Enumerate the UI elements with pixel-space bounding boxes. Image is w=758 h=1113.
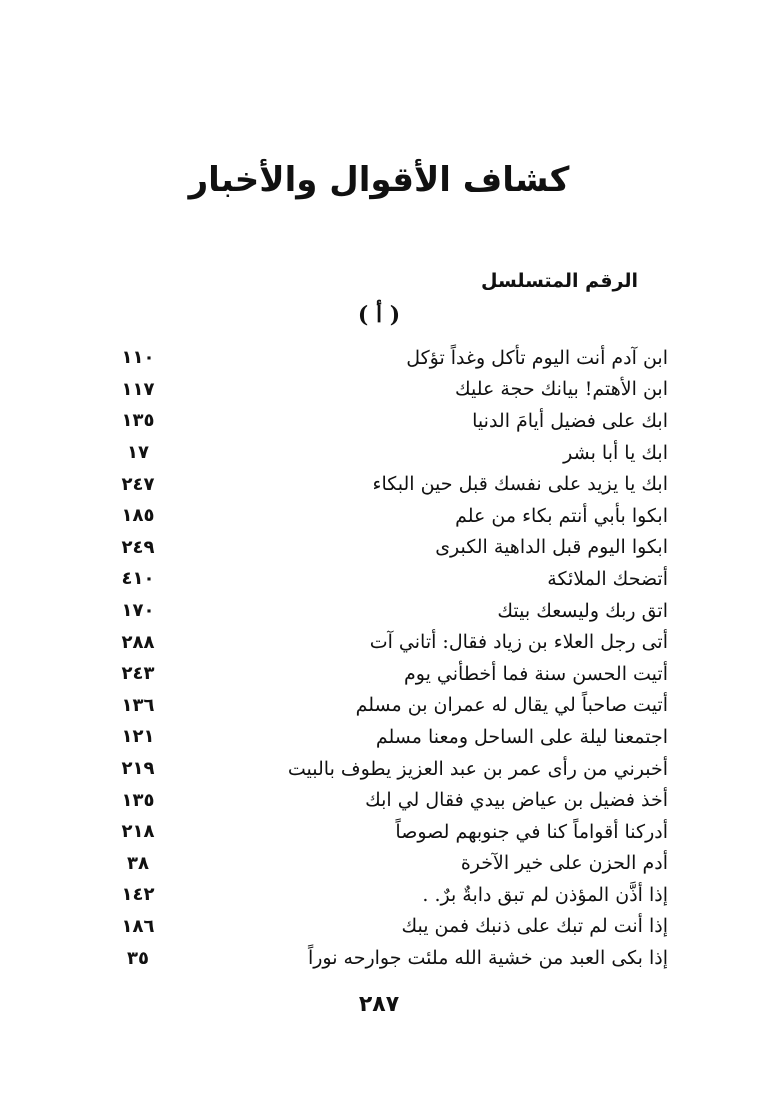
index-entry xyxy=(108,468,668,500)
entry-text: إذا أنت لم تبك على ذنبك فمن يبك xyxy=(401,915,668,938)
entry-number: ١٧ xyxy=(127,442,149,464)
index-entry xyxy=(108,690,668,722)
page-number: ٢٨٧ xyxy=(358,992,400,1017)
entry-text: أخبرني من رأى عمر بن عبد العزيز يطوف بالبيت xyxy=(287,757,668,780)
entry-number: ٢٨٨ xyxy=(121,631,155,653)
index-entry xyxy=(108,721,668,753)
index-entry xyxy=(108,879,668,911)
index-entry xyxy=(108,942,668,974)
index-entry xyxy=(108,342,668,374)
entry-text: ابن آدم أنت اليوم تأكل وغداً تؤكل xyxy=(406,346,668,369)
entry-text: أتيت الحسن سنة فما أخطأني يوم xyxy=(404,662,668,685)
index-entry xyxy=(108,563,668,595)
entry-text: ابن الأهتم! بيانك حجة عليك xyxy=(454,378,668,401)
entry-number: ١١٧ xyxy=(121,378,155,400)
entry-number: ١٧٠ xyxy=(121,600,155,622)
entry-text: ابكوا اليوم قبل الداهية الكبرى xyxy=(435,536,668,559)
entry-number: ٣٥ xyxy=(127,947,149,969)
index-entry xyxy=(108,595,668,627)
entry-text: أتيت صاحباً لي يقال له عمران بن مسلم xyxy=(355,694,668,717)
index-entry xyxy=(108,374,668,406)
page-title: كشاف الأقوال والأخبار xyxy=(188,160,570,200)
entry-text: ابكوا بأبي أنتم بكاء من علم xyxy=(455,504,668,527)
entry-text: أخذ فضيل بن عياض بيدي فقال لي ابك xyxy=(365,789,668,812)
index-entry xyxy=(108,405,668,437)
entry-number: ٢٤٩ xyxy=(121,536,155,558)
index-entry xyxy=(108,848,668,880)
entry-text: أدركنا أقواماً كنا في جنوبهم لصوصاً xyxy=(395,820,668,843)
entry-number: ٤١٠ xyxy=(121,568,155,590)
index-entry xyxy=(108,626,668,658)
entry-number: ١١٠ xyxy=(121,347,155,369)
entry-number: ١٣٥ xyxy=(121,410,155,432)
entry-text: ابك يا أبا بشر xyxy=(563,441,668,464)
index-entry xyxy=(108,753,668,785)
section-letter: ( أ ) xyxy=(357,302,401,328)
entry-number: ٢١٨ xyxy=(121,821,155,843)
serial-number-header: الرقم المتسلسل xyxy=(481,270,638,292)
entry-number: ٢٤٣ xyxy=(121,663,155,685)
entry-text: أتضحك الملائكة xyxy=(547,567,668,590)
entry-text: اتق ربك وليسعك بيتك xyxy=(497,599,668,622)
index-entry xyxy=(108,784,668,816)
entry-text: إذا بكى العبد من خشية الله ملئت جوارحه نوراً xyxy=(307,947,668,970)
entry-number: ١٨٦ xyxy=(121,915,155,937)
index-entry xyxy=(108,816,668,848)
entry-number: ٣٨ xyxy=(127,852,149,874)
entry-text: اجتمعنا ليلة على الساحل ومعنا مسلم xyxy=(375,725,668,748)
entry-text: أتى رجل العلاء بن زياد فقال: أتاني آت xyxy=(369,631,668,654)
index-entries xyxy=(108,342,668,974)
index-entry xyxy=(108,658,668,690)
entry-text: إذا أذَّن المؤذن لم تبق دابةٌ برٌ. . xyxy=(422,883,668,906)
entry-text: ابك يا يزيد على نفسك قبل حين البكاء xyxy=(372,473,668,496)
entry-number: ١٤٢ xyxy=(121,884,155,906)
index-entry xyxy=(108,911,668,943)
index-entry xyxy=(108,500,668,532)
entry-text: ابك على فضيل أيامَ الدنيا xyxy=(472,409,668,432)
index-entry xyxy=(108,437,668,469)
entry-number: ٢٤٧ xyxy=(121,473,155,495)
entry-number: ١٣٥ xyxy=(121,789,155,811)
index-entry xyxy=(108,532,668,564)
entry-number: ٢١٩ xyxy=(121,758,155,780)
entry-number: ١٢١ xyxy=(121,726,155,748)
entry-text: أدم الحزن على خير الآخرة xyxy=(460,852,668,875)
entry-number: ١٨٥ xyxy=(121,505,155,527)
entry-number: ١٣٦ xyxy=(121,694,155,716)
